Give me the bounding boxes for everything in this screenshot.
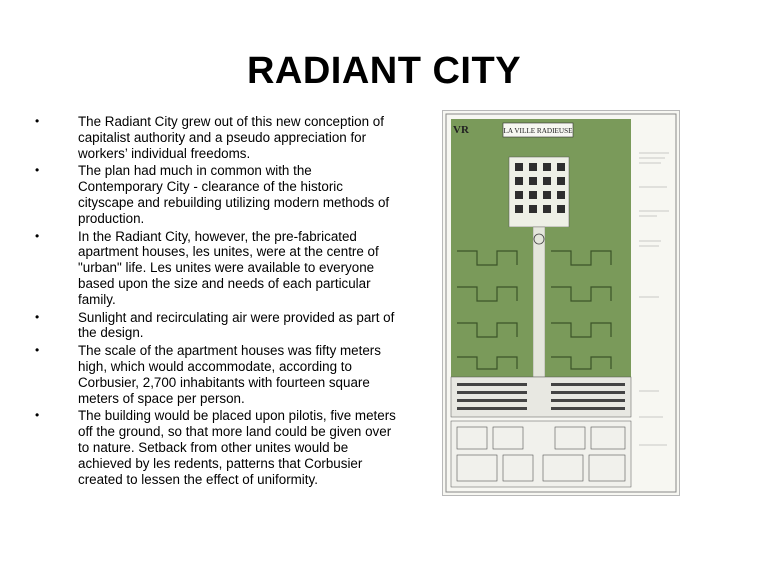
bullet-text: In the Radiant City, however, the pre-fabricated apartment houses, les unites, were at the centre of "urban" life. Les unites were available to everyone based upon the size and needs of each particular family. — [78, 228, 379, 307]
bullet-marker: • — [35, 114, 40, 128]
bullet-marker: • — [35, 343, 40, 358]
housing-block-right — [545, 227, 631, 377]
bullet-marker: • — [35, 163, 40, 178]
bullet-text: The building would be placed upon pilotis, five meters off the ground, so that more land could be given over to nature. Setback from other unites would be achieved by les redents, patterns that Corbusier created to lessen the effect of uniformity. — [78, 408, 396, 487]
plan-drawing — [443, 111, 679, 495]
slide-title: RADIANT CITY — [246, 50, 522, 92]
legend-notes — [639, 153, 669, 445]
bullet-item — [30, 310, 400, 342]
bullet-item — [30, 229, 400, 308]
housing-block-left — [451, 227, 533, 377]
bullet-marker: • — [35, 309, 40, 324]
bullet-item — [30, 408, 400, 487]
radiant-city-plan-image — [442, 110, 680, 496]
bullet-text: Sunlight and recirculating air were provided as part of the design. — [78, 309, 395, 341]
industry-zone — [451, 421, 631, 487]
green-park-right — [569, 157, 631, 227]
green-park-left — [451, 157, 509, 227]
bullet-item — [30, 343, 400, 406]
bullet-marker: • — [35, 408, 40, 423]
plan-title-text: LA VILLE RADIEUSE — [503, 127, 573, 135]
bullet-text: The plan had much in common with the Contemporary City - clearance of the historic cityscape and rebuilding utilizing modern methods of production. — [78, 163, 390, 226]
bullet-item — [30, 163, 400, 226]
bullet-list — [30, 114, 400, 487]
bullet-marker: • — [35, 228, 40, 243]
bullet-item — [30, 114, 400, 161]
bullet-text: The Radiant City grew out of this new conception of capitalist authority and a pseudo appreciation for workers’ individual freedoms. — [78, 114, 384, 161]
plan-corner-label: VR — [453, 124, 469, 136]
bullet-text: The scale of the apartment houses was fifty meters high, which would accommodate, according to Corbusier, 2,700 inhabitants with fourteen square meters of space per person. — [78, 343, 381, 406]
